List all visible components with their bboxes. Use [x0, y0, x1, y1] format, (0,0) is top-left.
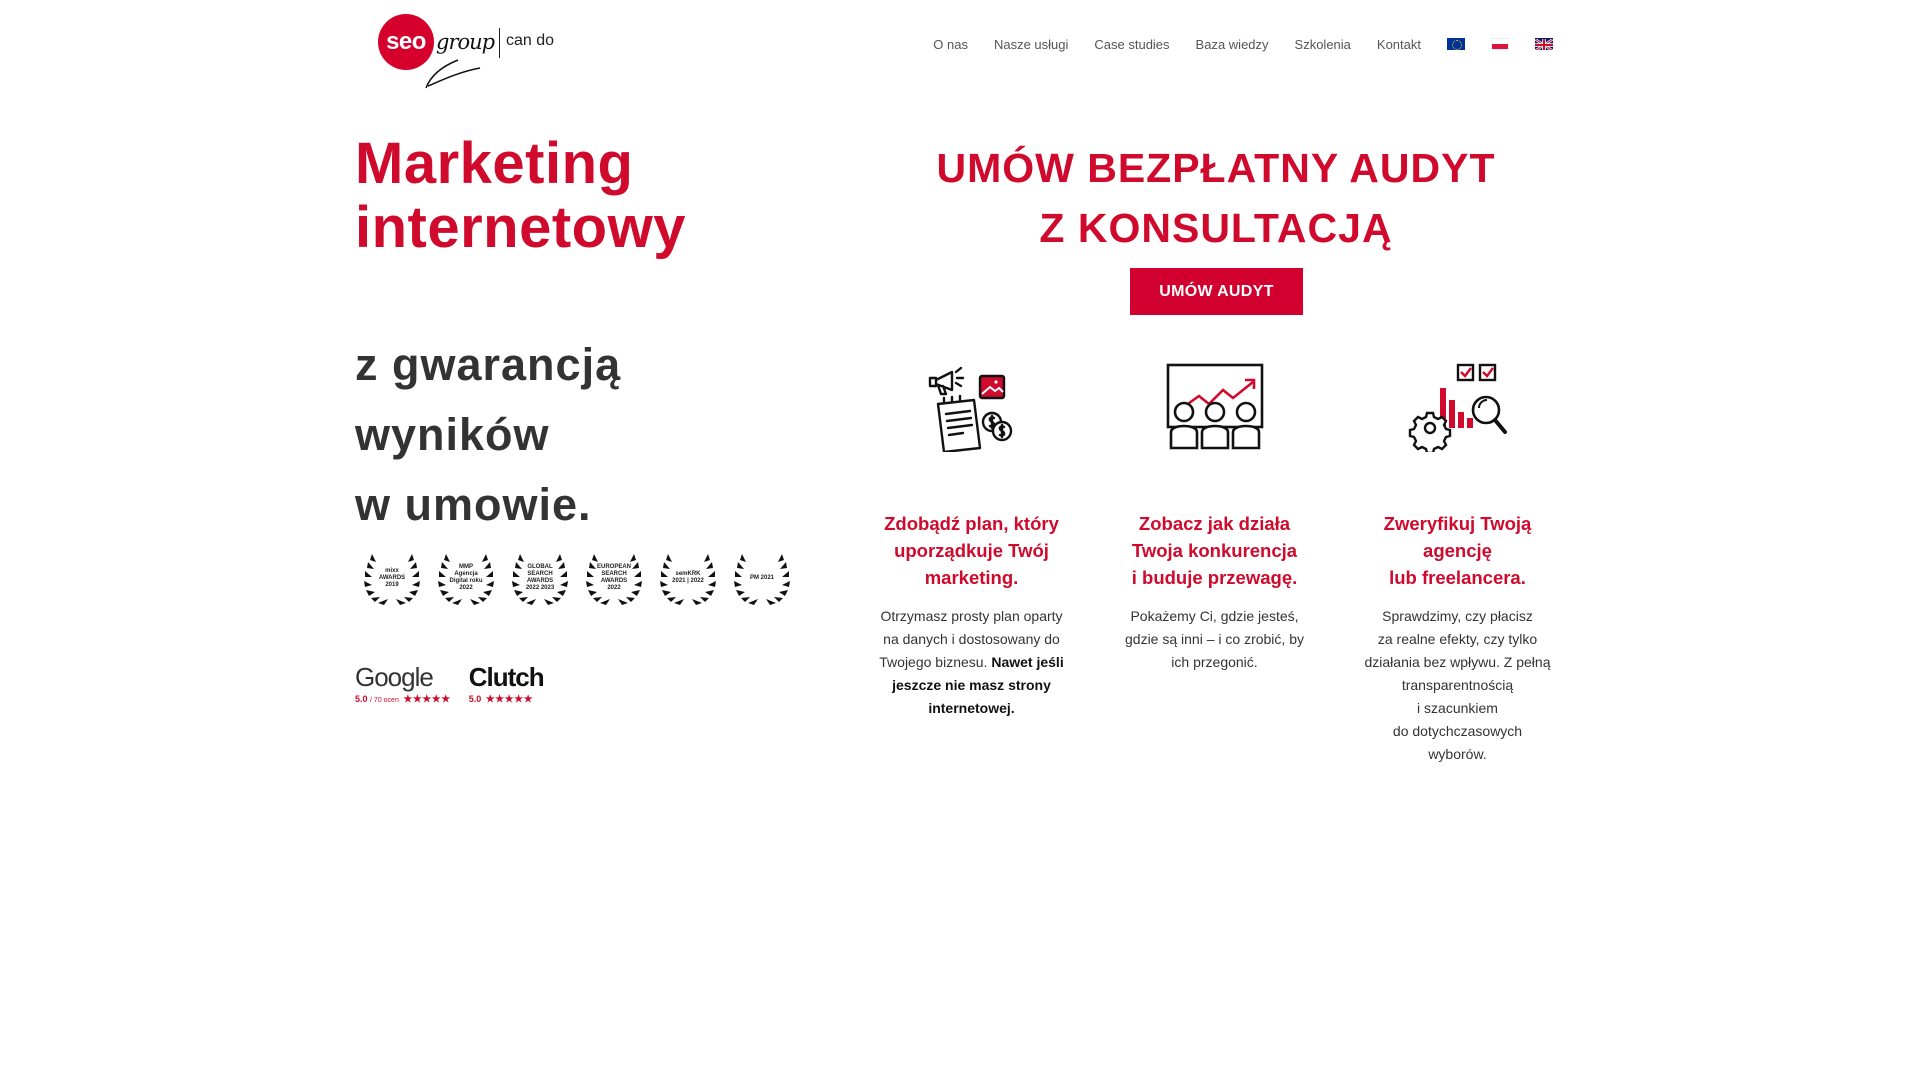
feature-title-line: Twoja konkurencja: [1131, 540, 1298, 561]
main-nav: [933, 34, 1553, 54]
feature-body-bold: Nawet jeśli jeszcze nie masz strony internetowej.: [892, 654, 1064, 716]
award-badge: [434, 548, 498, 608]
logo-divider: [499, 28, 500, 58]
feature-card: [1093, 360, 1336, 766]
award-label: EUROPEAN SEARCH AWARDS 2022: [597, 564, 632, 591]
feature-body-line: wyborów.: [1428, 746, 1487, 762]
award-badge: [360, 548, 424, 608]
marketing-plan-icon: [922, 360, 1022, 452]
nav-item-baza-wiedzy[interactable]: Baza wiedzy: [1195, 36, 1269, 52]
feature-body-line: do dotychczasowych: [1392, 723, 1523, 739]
feature-body-line: za realne efekty, czy tylko: [1377, 631, 1538, 647]
hero-title-line1: Marketing: [355, 131, 634, 196]
awards-row: [360, 548, 794, 608]
stars-icon: ★★★★★: [403, 694, 451, 705]
clutch-score-line: [469, 694, 544, 705]
feature-title: Zdobądź plan, który uporządkuje Twój marketing.: [884, 513, 1059, 588]
feature-title-line: lub freelancera.: [1389, 567, 1526, 588]
feature-body: [874, 605, 1069, 720]
logo-script: group: [436, 30, 495, 54]
award-badge: [730, 548, 794, 608]
logo[interactable]: [378, 14, 568, 86]
award-badge: [656, 548, 720, 608]
ratings-row: [355, 662, 544, 705]
nav-item-o-nas[interactable]: O nas: [933, 36, 968, 52]
book-audit-button[interactable]: UMÓW AUDYT: [1130, 268, 1303, 315]
google-logo: Google: [355, 662, 433, 692]
feature-body-line: działania bez wpływu. Z pełną: [1364, 654, 1551, 670]
google-rating[interactable]: [355, 662, 451, 705]
feature-title-line: i buduje przewagę.: [1131, 567, 1298, 588]
feature-body: [1360, 605, 1555, 766]
logo-mark: seo: [378, 14, 434, 70]
google-score-line: [355, 694, 451, 705]
logo-tagline: can do: [506, 32, 555, 49]
nav-item-szkolenia[interactable]: Szkolenia: [1294, 36, 1351, 52]
clutch-logo: Clutch: [468, 662, 544, 692]
nav-item-kontakt[interactable]: Kontakt: [1376, 36, 1421, 52]
features-row: [850, 360, 1580, 766]
hero-subtitle-line2: wyników: [355, 409, 550, 460]
competition-presentation-icon: [1165, 360, 1265, 452]
nav-item-case-studies[interactable]: Case studies: [1094, 36, 1170, 52]
award-label: PM 2021: [749, 574, 774, 581]
hero-subtitle-line3: w umowie.: [355, 479, 592, 530]
hero-subtitle: [355, 330, 621, 540]
award-label: semKRK 2021 | 2022: [672, 571, 704, 584]
award-badge: [508, 548, 572, 608]
uk-flag-icon[interactable]: [1535, 38, 1553, 50]
google-review-count: / 70 ocen: [370, 697, 399, 704]
feature-card: [1336, 360, 1579, 766]
nav-item-nasze-uslugi[interactable]: Nasze usługi: [993, 36, 1069, 52]
award-label: GLOBAL SEARCH AWARDS 2022 2023: [525, 564, 555, 591]
feature-body-line: Sprawdzimy, czy płacisz: [1382, 608, 1533, 624]
stars-icon: ★★★★★: [485, 694, 534, 705]
google-score: 5.0: [355, 694, 368, 704]
feature-title-line: Zweryfikuj Twoją agencję: [1383, 513, 1532, 561]
clutch-rating[interactable]: [469, 662, 544, 705]
award-label: mixx AWARDS 2019: [378, 567, 406, 588]
hero-subtitle-line1: z gwarancją: [355, 339, 622, 390]
cta-heading-line1: UMÓW BEZPŁATNY AUDYT: [936, 145, 1496, 191]
cta-heading-line2: Z KONSULTACJĄ: [1039, 205, 1393, 251]
feature-body-text: Otrzymasz prosty plan oparty na danych i dostosowany do Twojego biznesu.: [879, 608, 1063, 670]
feature-title: [1115, 510, 1315, 591]
feature-body: Pokażemy Ci, gdzie jesteś, gdzie są inni – i co zrobić, by ich przegonić.: [1125, 608, 1304, 670]
award-label: MMP Agencja Digital roku 2022: [449, 564, 483, 591]
hero-title: [355, 132, 686, 260]
hero-title-line2: internetowy: [355, 195, 686, 260]
feature-body-line: transparentnością: [1401, 677, 1514, 693]
feature-title-line: Zobacz jak działa: [1138, 513, 1291, 534]
clutch-score: 5.0: [468, 694, 482, 704]
poland-flag-icon[interactable]: [1491, 38, 1509, 50]
feature-card: [850, 360, 1093, 766]
agency-verification-icon: [1408, 360, 1508, 452]
feature-title: [1358, 510, 1558, 591]
eu-flag-icon[interactable]: [1447, 38, 1465, 50]
cta-heading: [900, 138, 1532, 258]
feature-body-line: i szacunkiem: [1417, 700, 1498, 716]
award-badge: [582, 548, 646, 608]
